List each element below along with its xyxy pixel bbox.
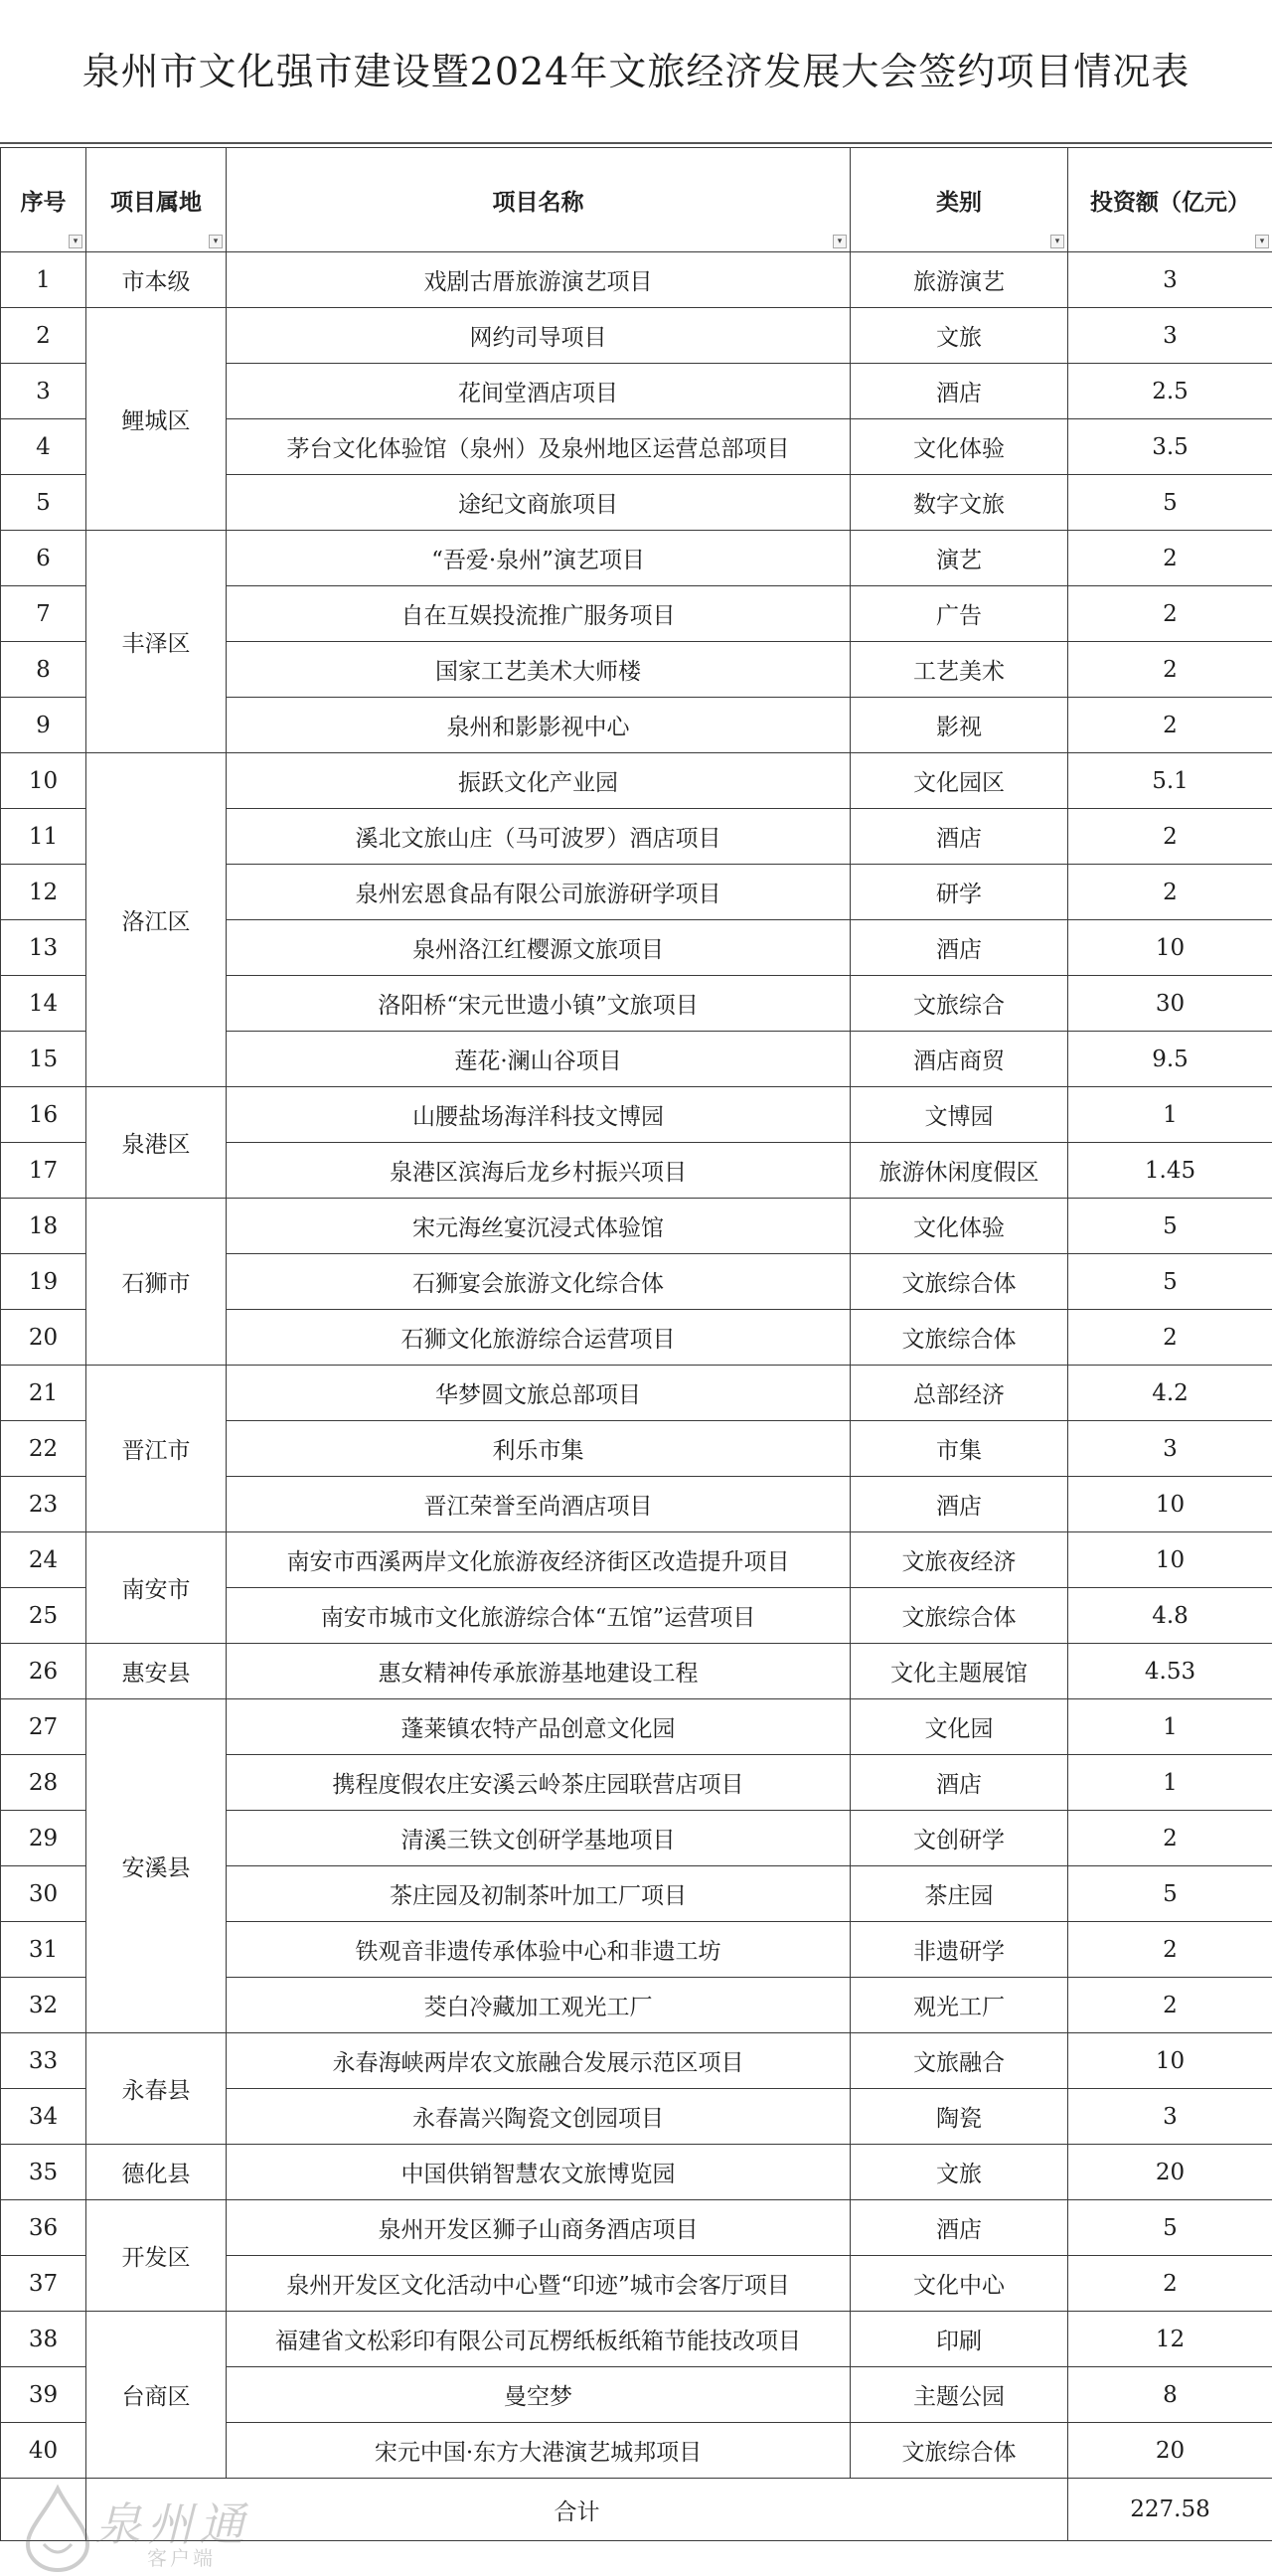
row-category-cell: 文化体验	[851, 419, 1068, 475]
row-seq-cell: 40	[1, 2423, 86, 2479]
row-seq-cell: 33	[1, 2033, 86, 2089]
row-seq-cell: 17	[1, 1143, 86, 1199]
header-investment-label: 投资额（亿元）	[1090, 189, 1250, 216]
row-investment-cell: 20	[1068, 2423, 1272, 2479]
row-region-cell: 惠安县	[86, 1644, 227, 1699]
row-project-name-cell: 华梦圆文旅总部项目	[227, 1366, 851, 1421]
row-project-name-cell: 振跃文化产业园	[227, 753, 851, 809]
row-region-cell: 安溪县	[86, 1699, 227, 2033]
table-row	[1, 1644, 1272, 1699]
row-category-cell: 文旅融合	[851, 2033, 1068, 2089]
row-seq-cell: 26	[1, 1644, 86, 1699]
row-category-cell: 酒店商贸	[851, 1032, 1068, 1087]
row-region-cell: 洛江区	[86, 753, 227, 1087]
row-investment-cell: 1	[1068, 1087, 1272, 1143]
header-investment	[1068, 148, 1272, 252]
row-seq-cell: 28	[1, 1755, 86, 1811]
row-seq-cell: 10	[1, 753, 86, 809]
page-title: 泉州市文化强市建设暨2024年文旅经济发展大会签约项目情况表	[0, 0, 1272, 144]
row-category-cell: 文化主题展馆	[851, 1644, 1068, 1699]
row-seq-cell: 11	[1, 809, 86, 865]
header-seq	[1, 148, 86, 252]
row-seq-cell: 22	[1, 1421, 86, 1477]
row-project-name-cell: 石狮文化旅游综合运营项目	[227, 1310, 851, 1366]
row-category-cell: 演艺	[851, 531, 1068, 586]
row-category-cell: 文化中心	[851, 2256, 1068, 2312]
row-category-cell: 旅游演艺	[851, 252, 1068, 308]
row-project-name-cell: 泉州开发区狮子山商务酒店项目	[227, 2200, 851, 2256]
row-investment-cell: 2	[1068, 698, 1272, 753]
table-row	[1, 1699, 1272, 1755]
row-investment-cell: 3	[1068, 252, 1272, 308]
row-investment-cell: 2	[1068, 809, 1272, 865]
row-investment-cell: 2	[1068, 865, 1272, 920]
row-investment-cell: 5	[1068, 475, 1272, 531]
row-investment-cell: 10	[1068, 1477, 1272, 1532]
row-seq-cell: 25	[1, 1588, 86, 1644]
row-region-cell: 开发区	[86, 2200, 227, 2312]
row-category-cell: 文化体验	[851, 1199, 1068, 1254]
row-investment-cell: 2.5	[1068, 364, 1272, 419]
row-investment-cell: 12	[1068, 2312, 1272, 2367]
row-seq-cell: 13	[1, 920, 86, 976]
row-region-cell: 南安市	[86, 1532, 227, 1644]
row-project-name-cell: 蓬莱镇农特产品创意文化园	[227, 1699, 851, 1755]
row-project-name-cell: 清溪三铁文创研学基地项目	[227, 1811, 851, 1866]
row-region-cell: 德化县	[86, 2145, 227, 2200]
row-investment-cell: 2	[1068, 2256, 1272, 2312]
row-investment-cell: 5	[1068, 1866, 1272, 1922]
filter-dropdown-icon[interactable]: ▾	[1255, 235, 1269, 248]
row-seq-cell: 21	[1, 1366, 86, 1421]
row-category-cell: 主题公园	[851, 2367, 1068, 2423]
header-category-label: 类别	[936, 189, 982, 216]
row-category-cell: 非遗研学	[851, 1922, 1068, 1978]
row-category-cell: 陶瓷	[851, 2089, 1068, 2145]
row-seq-cell: 38	[1, 2312, 86, 2367]
row-project-name-cell: 泉州开发区文化活动中心暨“印迹”城市会客厅项目	[227, 2256, 851, 2312]
row-category-cell: 文旅	[851, 2145, 1068, 2200]
row-seq-cell: 1	[1, 252, 86, 308]
row-investment-cell: 2	[1068, 642, 1272, 698]
row-category-cell: 文旅综合体	[851, 2423, 1068, 2479]
row-project-name-cell: 山腰盐场海洋科技文博园	[227, 1087, 851, 1143]
row-category-cell: 总部经济	[851, 1366, 1068, 1421]
row-project-name-cell: 花间堂酒店项目	[227, 364, 851, 419]
row-investment-cell: 5.1	[1068, 753, 1272, 809]
row-investment-cell: 2	[1068, 1922, 1272, 1978]
row-investment-cell: 2	[1068, 531, 1272, 586]
row-investment-cell: 2	[1068, 1978, 1272, 2033]
row-category-cell: 酒店	[851, 364, 1068, 419]
row-seq-cell: 23	[1, 1477, 86, 1532]
row-project-name-cell: 洛阳桥“宋元世遗小镇”文旅项目	[227, 976, 851, 1032]
row-investment-cell: 3	[1068, 1421, 1272, 1477]
row-category-cell: 文旅综合体	[851, 1254, 1068, 1310]
row-seq-cell: 35	[1, 2145, 86, 2200]
header-project-name-label: 项目名称	[492, 189, 584, 216]
table-row	[1, 753, 1272, 809]
row-category-cell: 酒店	[851, 1477, 1068, 1532]
row-project-name-cell: 惠女精神传承旅游基地建设工程	[227, 1644, 851, 1699]
row-investment-cell: 1	[1068, 1755, 1272, 1811]
table-row	[1, 1532, 1272, 1588]
row-seq-cell: 36	[1, 2200, 86, 2256]
row-category-cell: 文旅	[851, 308, 1068, 364]
row-project-name-cell: 中国供销智慧农文旅博览园	[227, 2145, 851, 2200]
row-project-name-cell: 永春嵩兴陶瓷文创园项目	[227, 2089, 851, 2145]
total-label: 合计	[86, 2479, 1068, 2541]
row-investment-cell: 3.5	[1068, 419, 1272, 475]
table-row	[1, 252, 1272, 308]
row-investment-cell: 1	[1068, 1699, 1272, 1755]
row-seq-cell: 6	[1, 531, 86, 586]
row-project-name-cell: 铁观音非遗传承体验中心和非遗工坊	[227, 1922, 851, 1978]
row-category-cell: 市集	[851, 1421, 1068, 1477]
row-category-cell: 文旅夜经济	[851, 1532, 1068, 1588]
row-category-cell: 旅游休闲度假区	[851, 1143, 1068, 1199]
row-investment-cell: 4.8	[1068, 1588, 1272, 1644]
row-category-cell: 文化园	[851, 1699, 1068, 1755]
row-project-name-cell: 泉港区滨海后龙乡村振兴项目	[227, 1143, 851, 1199]
row-investment-cell: 5	[1068, 2200, 1272, 2256]
row-investment-cell: 4.2	[1068, 1366, 1272, 1421]
row-seq-cell: 37	[1, 2256, 86, 2312]
total-amount: 227.58	[1068, 2479, 1272, 2541]
row-project-name-cell: “吾爱·泉州”演艺项目	[227, 531, 851, 586]
row-category-cell: 文旅综合体	[851, 1588, 1068, 1644]
row-seq-cell: 3	[1, 364, 86, 419]
row-category-cell: 文旅综合体	[851, 1310, 1068, 1366]
row-project-name-cell: 溪北文旅山庄（马可波罗）酒店项目	[227, 809, 851, 865]
row-seq-cell: 24	[1, 1532, 86, 1588]
row-project-name-cell: 携程度假农庄安溪云岭茶庄园联营店项目	[227, 1755, 851, 1811]
row-project-name-cell: 泉州和影影视中心	[227, 698, 851, 753]
row-category-cell: 工艺美术	[851, 642, 1068, 698]
table-body	[1, 252, 1272, 2479]
row-project-name-cell: 莲花·澜山谷项目	[227, 1032, 851, 1087]
row-project-name-cell: 曼空梦	[227, 2367, 851, 2423]
row-project-name-cell: 石狮宴会旅游文化综合体	[227, 1254, 851, 1310]
row-investment-cell: 30	[1068, 976, 1272, 1032]
row-category-cell: 数字文旅	[851, 475, 1068, 531]
filter-dropdown-icon[interactable]: ▾	[1050, 235, 1064, 248]
row-seq-cell: 16	[1, 1087, 86, 1143]
row-seq-cell: 14	[1, 976, 86, 1032]
row-investment-cell: 20	[1068, 2145, 1272, 2200]
row-category-cell: 文博园	[851, 1087, 1068, 1143]
row-seq-cell: 20	[1, 1310, 86, 1366]
row-region-cell: 永春县	[86, 2033, 227, 2145]
row-seq-cell: 39	[1, 2367, 86, 2423]
row-investment-cell: 10	[1068, 920, 1272, 976]
row-category-cell: 文创研学	[851, 1811, 1068, 1866]
row-project-name-cell: 宋元海丝宴沉浸式体验馆	[227, 1199, 851, 1254]
total-row	[1, 2479, 1272, 2541]
row-category-cell: 文旅综合	[851, 976, 1068, 1032]
row-project-name-cell: 利乐市集	[227, 1421, 851, 1477]
row-investment-cell: 4.53	[1068, 1644, 1272, 1699]
row-region-cell: 泉港区	[86, 1087, 227, 1199]
row-project-name-cell: 泉州洛江红樱源文旅项目	[227, 920, 851, 976]
row-category-cell: 研学	[851, 865, 1068, 920]
row-project-name-cell: 茅台文化体验馆（泉州）及泉州地区运营总部项目	[227, 419, 851, 475]
filter-dropdown-icon[interactable]: ▾	[209, 235, 223, 248]
watermark-text: 泉州通	[95, 2497, 250, 2551]
watermark-subtext: 客户端	[147, 2546, 216, 2570]
filter-dropdown-icon[interactable]: ▾	[833, 235, 847, 248]
row-region-cell: 市本级	[86, 252, 227, 308]
row-category-cell: 酒店	[851, 2200, 1068, 2256]
table-row	[1, 2312, 1272, 2367]
row-seq-cell: 8	[1, 642, 86, 698]
row-category-cell: 印刷	[851, 2312, 1068, 2367]
row-investment-cell: 9.5	[1068, 1032, 1272, 1087]
row-seq-cell: 9	[1, 698, 86, 753]
row-category-cell: 广告	[851, 586, 1068, 642]
row-investment-cell: 3	[1068, 308, 1272, 364]
row-project-name-cell: 自在互娱投流推广服务项目	[227, 586, 851, 642]
table-row	[1, 1087, 1272, 1143]
row-seq-cell: 18	[1, 1199, 86, 1254]
row-investment-cell: 10	[1068, 1532, 1272, 1588]
row-project-name-cell: 网约司导项目	[227, 308, 851, 364]
row-seq-cell: 5	[1, 475, 86, 531]
row-seq-cell: 32	[1, 1978, 86, 2033]
row-project-name-cell: 宋元中国·东方大港演艺城邦项目	[227, 2423, 851, 2479]
row-project-name-cell: 茭白冷藏加工观光工厂	[227, 1978, 851, 2033]
row-investment-cell: 2	[1068, 586, 1272, 642]
row-project-name-cell: 永春海峡两岸农文旅融合发展示范区项目	[227, 2033, 851, 2089]
row-investment-cell: 2	[1068, 1310, 1272, 1366]
header-region-label: 项目属地	[110, 189, 202, 216]
row-category-cell: 酒店	[851, 920, 1068, 976]
row-investment-cell: 5	[1068, 1199, 1272, 1254]
table-row	[1, 531, 1272, 586]
row-project-name-cell: 茶庄园及初制茶叶加工厂项目	[227, 1866, 851, 1922]
row-region-cell: 台商区	[86, 2312, 227, 2479]
table-row	[1, 308, 1272, 364]
row-project-name-cell: 福建省文松彩印有限公司瓦楞纸板纸箱节能技改项目	[227, 2312, 851, 2367]
row-seq-cell: 7	[1, 586, 86, 642]
row-investment-cell: 1.45	[1068, 1143, 1272, 1199]
row-project-name-cell: 南安市城市文化旅游综合体“五馆”运营项目	[227, 1588, 851, 1644]
header-project-name	[227, 148, 851, 252]
row-investment-cell: 10	[1068, 2033, 1272, 2089]
row-category-cell: 酒店	[851, 809, 1068, 865]
filter-dropdown-icon[interactable]: ▾	[69, 235, 82, 248]
row-category-cell: 影视	[851, 698, 1068, 753]
row-seq-cell: 30	[1, 1866, 86, 1922]
row-project-name-cell: 泉州宏恩食品有限公司旅游研学项目	[227, 865, 851, 920]
row-seq-cell: 29	[1, 1811, 86, 1866]
row-project-name-cell: 国家工艺美术大师楼	[227, 642, 851, 698]
row-investment-cell: 3	[1068, 2089, 1272, 2145]
row-seq-cell: 27	[1, 1699, 86, 1755]
row-seq-cell: 15	[1, 1032, 86, 1087]
header-region	[86, 148, 227, 252]
total-empty-cell	[1, 2479, 86, 2541]
header-row	[1, 148, 1272, 252]
row-seq-cell: 2	[1, 308, 86, 364]
table-row	[1, 1366, 1272, 1421]
row-category-cell: 酒店	[851, 1755, 1068, 1811]
row-category-cell: 茶庄园	[851, 1866, 1068, 1922]
row-region-cell: 鲤城区	[86, 308, 227, 531]
table-row	[1, 2145, 1272, 2200]
projects-table	[0, 147, 1272, 2541]
row-project-name-cell: 晋江荣誉至尚酒店项目	[227, 1477, 851, 1532]
row-seq-cell: 31	[1, 1922, 86, 1978]
table-row	[1, 1199, 1272, 1254]
row-region-cell: 丰泽区	[86, 531, 227, 753]
row-investment-cell: 5	[1068, 1254, 1272, 1310]
table-row	[1, 2200, 1272, 2256]
table-row	[1, 2033, 1272, 2089]
row-category-cell: 观光工厂	[851, 1978, 1068, 2033]
header-seq-label: 序号	[20, 189, 67, 216]
row-investment-cell: 8	[1068, 2367, 1272, 2423]
row-seq-cell: 34	[1, 2089, 86, 2145]
row-region-cell: 石狮市	[86, 1199, 227, 1366]
row-project-name-cell: 南安市西溪两岸文化旅游夜经济街区改造提升项目	[227, 1532, 851, 1588]
row-category-cell: 文化园区	[851, 753, 1068, 809]
row-seq-cell: 4	[1, 419, 86, 475]
header-category	[851, 148, 1068, 252]
row-region-cell: 晋江市	[86, 1366, 227, 1532]
row-project-name-cell: 途纪文商旅项目	[227, 475, 851, 531]
row-seq-cell: 19	[1, 1254, 86, 1310]
row-investment-cell: 2	[1068, 1811, 1272, 1866]
row-seq-cell: 12	[1, 865, 86, 920]
row-project-name-cell: 戏剧古厝旅游演艺项目	[227, 252, 851, 308]
